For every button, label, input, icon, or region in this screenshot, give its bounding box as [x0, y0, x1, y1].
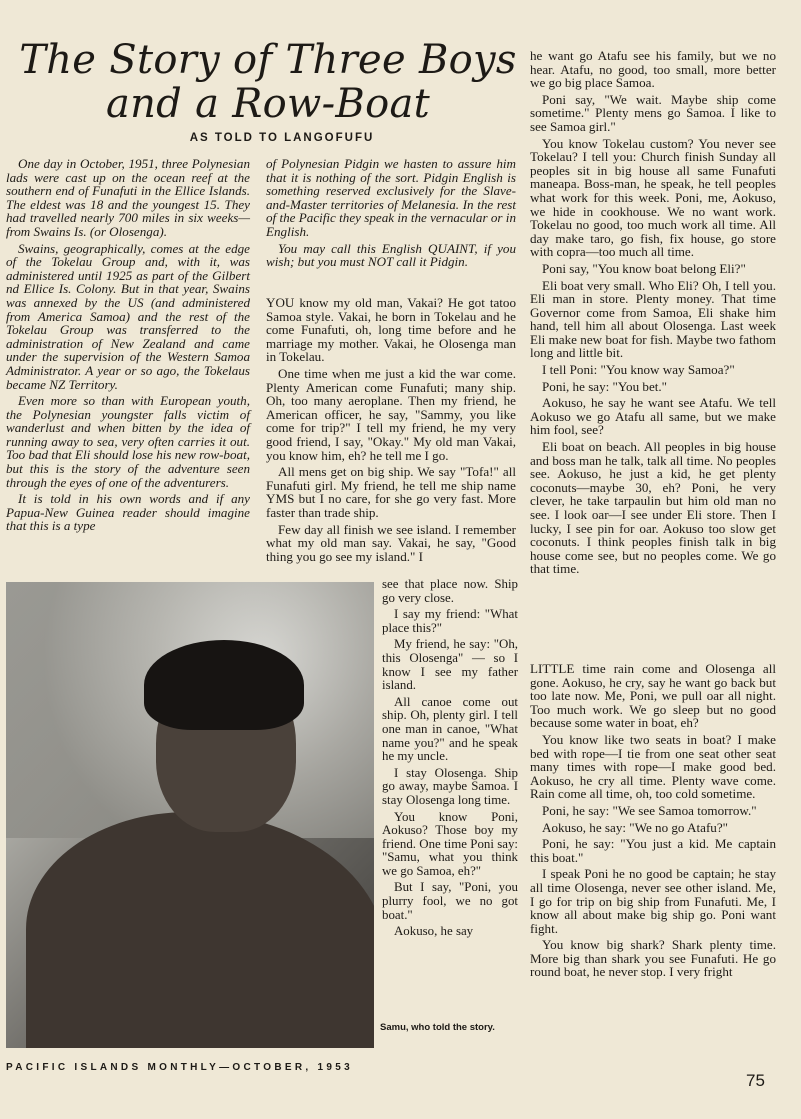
- photo-body: [26, 812, 374, 1048]
- story-paragraph: Few day all finish we see island. I remember what my old man say. Vakai, he say, "Good thing you go see my island." I: [266, 521, 516, 564]
- story-paragraph: You know Tokelau custom? You never see Tokelau? I tell you: Church finish Sunday all peoples sit in big house all same Funafuti maneapa. Boss-man, he speak, he tell peoples what work for this week. Poni, me, Aokuso, we hide in cookhouse. We no want work. Tokelau no good, too much work all time. All day make taro, go fish, fix house, go store with copra—too much all time.: [530, 135, 776, 260]
- story-paragraph: Aokuso, he say he want see Atafu. We tell Aokuso we go Atafu all same, but we make him fool, see?: [530, 395, 776, 438]
- story-paragraph: Poni, he say: "We see Samoa tomorrow.": [542, 802, 757, 818]
- story-column-3-lower: [530, 662, 776, 982]
- photo-caption: Samu, who told the story.: [380, 1022, 495, 1033]
- story-paragraph: see that place now. Ship go very close.: [382, 577, 518, 605]
- story-paragraph: YOU know my old man, Vakai? He got tatoo Samoa style. Vakai, he born in Tokelau and he come Funafuti, oh, long time before and he marriage my mother. Vakai, he Olosenga man in Tokelau.: [266, 295, 516, 365]
- story-paragraph: All canoe come out ship. Oh, plenty girl. I tell one man in canoe, "What name you?" and he speak he my uncle.: [382, 694, 518, 764]
- story-paragraph: Poni, he say: "You just a kid. Me captain this boat.": [530, 836, 776, 865]
- story-paragraph: Eli boat very small. Who Eli? Oh, I tell you. Eli man in store. Plenty money. That time Governor come from Samoa, Eli shake him hand, tell him all about Olosenga. Last week Eli make new boat for fish. Maybe two fathom long and little bit.: [530, 277, 776, 361]
- portrait-photo: [6, 582, 374, 1048]
- story-column-3: [530, 49, 776, 579]
- story-paragraph: One time when me just a kid the war come. Plenty American come Funafuti; many ship. Oh, too many aeroplane. Then my friend, he American officer, he say, "Sammy, you like come for trip?" I tell my friend, he my very good friend, I say, "Okay." My old man Vakai, you know him, eh? he tell me I go.: [266, 365, 516, 463]
- story-paragraph: Poni say, "We wait. Maybe ship come sometime." Plenty mens go Samoa. I like to see Samoa girl.": [530, 91, 776, 134]
- story-paragraph: But I say, "Poni, you plurry fool, we no got boat.": [382, 880, 518, 922]
- story-paragraph: Poni say, "You know boat belong Eli?": [542, 260, 746, 276]
- intro-column-2: [266, 157, 516, 272]
- story-paragraph: he want go Atafu see his family, but we no hear. Atafu, no good, too small, more better we go big place Samoa.: [530, 48, 776, 91]
- intro-paragraph: It is told in his own words and if any Papua-New Guinea reader should imagine that this is a type: [6, 491, 250, 534]
- byline: AS TOLD TO LANGOFUFU: [189, 132, 375, 144]
- intro-paragraph: Swains, geographically, comes at the edge of the Tokelau Group and, with it, was administered until 1925 as part of the Gilbert nd Ellice Is. Colony. But in that year, Swains was annexed by the US (and administered from America Samoa) and the rest of the Tokelau Group was transferred to the administration of New Zealand and came under the supervision of the Western Samoa Administrator. A year or so ago, the Tokelaus became NZ Territory.: [6, 240, 250, 392]
- intro-paragraph: Even more so than with European youth, the Polynesian youngster falls victim of wanderlust and when bitten by the idea of running away to sea, very often carries it out. Too bad that Eli should lose his new row-boat, but this is the story of the adventure seen through the eyes of one of the adventurers.: [6, 393, 250, 490]
- page-number: 75: [746, 1071, 765, 1090]
- story-paragraph: I say my friend: "What place this?": [382, 607, 518, 635]
- story-column-2-narrow: [382, 578, 518, 942]
- story-paragraph: My friend, he say: "Oh, this Olosenga" — so I know I see my father island.: [382, 637, 518, 693]
- story-paragraph: All mens get on big ship. We say "Tofa!" all Funafuti girl. My friend, he tell me ship name YMS but I no care, for she go very fast. More faster than trade ship.: [266, 464, 516, 520]
- story-paragraph: You know Poni, Aokuso? Those boy my friend. One time Poni say: "Samu, what you think we go Samoa, eh?": [382, 809, 518, 878]
- intro-paragraph: One day in October, 1951, three Polynesian lads were cast up on the ocean reef at the southern end of Funafuti in the Ellice Islands. The eldest was 18 and the youngest 15. They had travelled nearly 700 miles in six weeks—from Swains Is. (or Olosenga).: [6, 156, 250, 239]
- story-paragraph: LITTLE time rain come and Olosenga all gone. Aokuso, he cry, say he want go back but too late now. Me, Poni, we pull oar all night. Too much work. We go sleep but no good because some water in boat, eh?: [530, 661, 776, 731]
- story-paragraph: You know big shark? Shark plenty time. More big than shark you see Funafuti. He go round boat, he never stop. I very fright: [530, 937, 776, 980]
- story-paragraph: Poni, he say: "You bet.": [542, 378, 668, 394]
- intro-column-1: [6, 157, 250, 536]
- article-title: The Story of Three Boys and a Row-Boat: [19, 37, 517, 127]
- intro-paragraph: of Polynesian Pidgin we hasten to assure him that it is nothing of the sort. Pidgin English is something reserved exclusively for the Slave-and-Master territories of Melanesia. In the rest of the Pacific they speak in the vernacular or in English.: [266, 156, 516, 239]
- running-footer: PACIFIC ISLANDS MONTHLY—OCTOBER, 1953: [6, 1062, 353, 1073]
- story-paragraph: I stay Olosenga. Ship go away, maybe Samoa. I stay Olosenga long time.: [382, 765, 518, 807]
- story-paragraph: Aokuso, he say: "We no go Atafu?": [542, 819, 729, 835]
- story-paragraph: Aokuso, he say: [394, 924, 474, 939]
- photo-hair: [144, 640, 304, 730]
- story-paragraph: I speak Poni he no good be captain; he stay all time Olosenga, never see other island. Me, I go for trip on big ship from Funafuti. Me, I know all about make big ship go. Poni want fight.: [530, 866, 776, 936]
- story-paragraph: Eli boat on beach. All peoples in big house and boss man he talk, talk all time. No peoples see. Aokuso, he just a kid, he get plenty coconuts—maybe 30, eh? Poni, he very clever, he take tarpaulin but him old man no see. I look oar—I see under Eli store. Then I lucky, I see pin for oar. Aokuso too slow get coconuts. I think peoples finish talk in big house come see, but no peoples come. We go that time.: [530, 439, 776, 577]
- intro-paragraph: You may call this English QUAINT, if you wish; but you must NOT call it Pidgin.: [266, 240, 516, 270]
- story-column-2: [266, 296, 516, 566]
- story-paragraph: I tell Poni: "You know way Samoa?": [542, 362, 735, 378]
- story-paragraph: You know like two seats in boat? I make bed with rope—I tie from one seat other seat many times with rope—I make good bed. Aokuso, he cry all time. Plenty wave come. Rain come all time, oh, too cold sometime.: [530, 731, 776, 802]
